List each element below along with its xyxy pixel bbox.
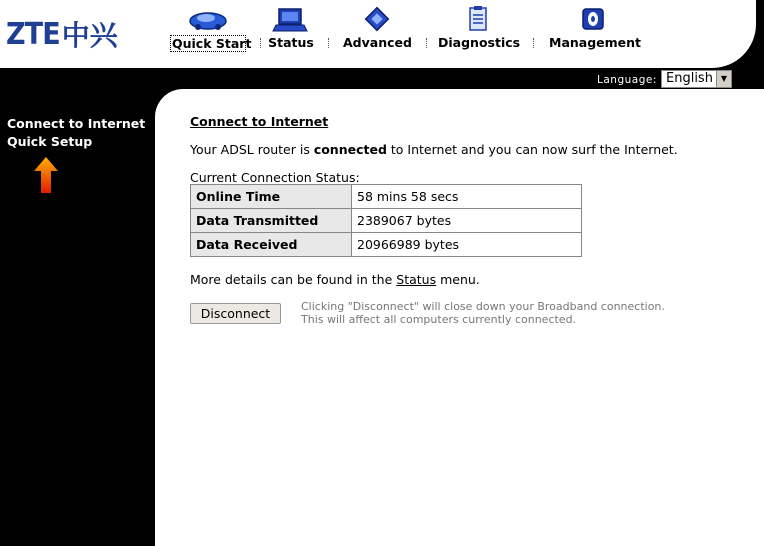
nav-advanced[interactable] — [343, 0, 411, 60]
row-value: 58 mins 58 secs — [352, 185, 582, 209]
laptop-icon — [271, 6, 311, 34]
nav-separator — [533, 38, 534, 48]
main-content — [155, 89, 764, 546]
nav-status-label: Status — [268, 35, 314, 50]
row-key: Data Transmitted — [191, 209, 352, 233]
sidebar-item-connect-to-internet[interactable]: Connect to Internet — [7, 116, 146, 131]
more-details-text — [190, 272, 480, 287]
logo-cn: 中兴 — [61, 19, 118, 52]
clipboard-icon — [458, 6, 498, 34]
nav-separator — [426, 38, 427, 48]
disconnect-button[interactable]: Disconnect — [190, 303, 281, 324]
nav-advanced-label: Advanced — [343, 35, 412, 50]
car-icon — [188, 6, 228, 34]
zte-logo — [6, 14, 118, 54]
connection-status-text — [190, 142, 678, 157]
sidebar — [0, 89, 155, 546]
table-row — [191, 233, 582, 257]
row-value: 2389067 bytes — [352, 209, 582, 233]
language-bar — [0, 68, 764, 89]
sidebar-item-quick-setup[interactable]: Quick Setup — [7, 134, 93, 149]
header — [0, 0, 764, 68]
disc-icon — [573, 6, 613, 34]
row-key: Online Time — [191, 185, 352, 209]
up-arrow-icon — [34, 157, 58, 193]
nav-quick-start[interactable] — [170, 0, 252, 60]
nav-management[interactable] — [549, 0, 642, 60]
logo-latin: ZTE — [6, 16, 60, 52]
nav-management-label: Management — [549, 35, 642, 50]
language-selected-value: English — [666, 71, 713, 86]
nav-diagnostics-label: Diagnostics — [438, 35, 521, 50]
table-row — [191, 185, 582, 209]
disconnect-note — [301, 300, 665, 326]
status-link[interactable]: Status — [396, 272, 437, 287]
nav-diagnostics[interactable] — [438, 0, 521, 60]
chip-icon — [357, 6, 397, 34]
note-line-2: This will affect all computers currently connected. — [301, 313, 577, 326]
note-line-1: Clicking "Disconnect" will close down your Broadband connection. — [301, 300, 665, 313]
row-key: Data Received — [191, 233, 352, 257]
connection-status-table — [190, 184, 582, 257]
nav-separator — [328, 38, 329, 48]
more-suffix: menu. — [436, 272, 480, 287]
status-strong: connected — [313, 142, 387, 157]
language-label: Language: — [597, 74, 657, 86]
language-select[interactable] — [661, 70, 732, 88]
table-row — [191, 209, 582, 233]
nav-separator — [260, 38, 261, 48]
status-prefix: Your ADSL router is — [190, 142, 314, 157]
nav-status[interactable] — [267, 0, 315, 60]
row-value: 20966989 bytes — [352, 233, 582, 257]
chevron-down-icon[interactable]: ▼ — [716, 71, 731, 87]
more-prefix: More details can be found in the — [190, 272, 397, 287]
status-suffix: to Internet and you can now surf the Internet. — [386, 142, 678, 157]
nav-quick-start-label: Quick Start — [172, 36, 252, 51]
page-title[interactable]: Connect to Internet — [190, 114, 329, 129]
current-status-label: Current Connection Status: — [190, 170, 360, 185]
